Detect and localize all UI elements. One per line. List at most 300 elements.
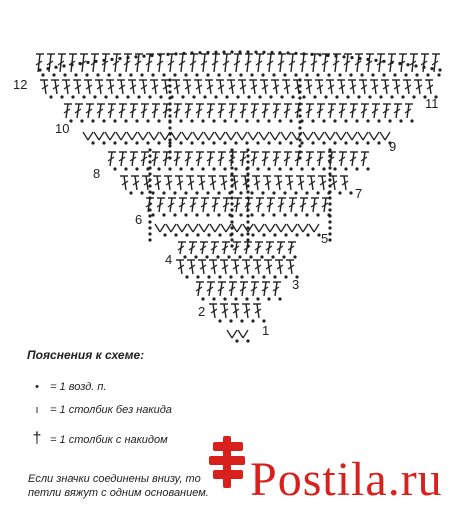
chain-stitch-164 [173, 191, 176, 194]
stitch-line-297 [275, 132, 280, 140]
chain-stitch-250 [102, 141, 105, 144]
chain-stitch-492 [184, 73, 187, 76]
chain-stitch-660 [254, 51, 257, 54]
chain-stitch-672 [350, 56, 353, 59]
chain-stitch-319 [355, 141, 358, 144]
chain-stitch-374 [311, 119, 314, 122]
chain-stitch-412 [148, 95, 151, 98]
chain-stitch-614 [168, 132, 171, 135]
chain-stitch-404 [104, 95, 107, 98]
double-crochet-70 [266, 242, 274, 254]
chain-stitch-514 [305, 73, 308, 76]
chain-stitch-366 [267, 119, 270, 122]
stitch-line-119 [314, 224, 319, 232]
chain-stitch-480 [118, 73, 121, 76]
chain-stitch-622 [298, 96, 301, 99]
chain-stitch-9 [229, 319, 232, 322]
chain-stitch-253 [113, 141, 116, 144]
double-crochet-345 [152, 104, 160, 118]
chain-stitch-232 [300, 167, 303, 170]
double-crochet-131 [201, 198, 209, 212]
chain-stitch-368 [278, 119, 281, 122]
chain-stitch-548 [148, 202, 151, 205]
double-crochet-22 [229, 282, 237, 296]
chain-stitch-386 [377, 119, 380, 122]
row-number-1: 1 [262, 323, 270, 338]
double-crochet-337 [108, 104, 116, 118]
chain-stitch-307 [311, 141, 314, 144]
chain-stitch-680 [414, 64, 417, 67]
chain-stitch-657 [230, 50, 233, 53]
double-crochet-135 [223, 198, 231, 212]
chain-stitch-640 [94, 60, 97, 63]
chain-stitch-295 [267, 141, 270, 144]
chain-stitch-595 [328, 184, 331, 187]
double-crochet-145 [278, 198, 286, 212]
double-crochet-391 [405, 104, 413, 118]
chain-stitch-436 [280, 95, 283, 98]
stitch-line-1 [232, 330, 237, 338]
double-crochet-407 [117, 80, 125, 94]
chain-stitch-81 [174, 233, 177, 236]
double-crochet-331 [75, 104, 83, 118]
chain-stitch-468 [52, 73, 55, 76]
row-number-12: 12 [13, 77, 28, 92]
double-crochet-487 [157, 54, 165, 72]
double-crochet-icon: † [32, 430, 42, 447]
double-crochet-18 [207, 282, 215, 296]
chain-stitch-597 [328, 196, 331, 199]
chain-stitch-682 [430, 67, 433, 70]
chain-stitch-57 [194, 255, 197, 258]
chain-stitch-566 [230, 214, 233, 217]
stitch-line-276 [198, 132, 203, 140]
stitch-line-293 [259, 132, 264, 140]
chain-stitch-444 [324, 95, 327, 98]
chain-stitch-602 [328, 226, 331, 229]
chain-stitch-679 [406, 63, 409, 66]
chain-stitch-422 [203, 95, 206, 98]
chain-stitch-49 [273, 275, 276, 278]
double-crochet-175 [230, 176, 238, 190]
stitch-line-302 [292, 132, 297, 140]
chain-stitch-613 [168, 126, 171, 129]
stitch-line-248 [94, 132, 99, 140]
double-crochet-48 [264, 260, 272, 274]
chain-stitch-594 [328, 178, 331, 181]
chain-stitch-478 [107, 73, 110, 76]
chain-stitch-620 [298, 84, 301, 87]
stitch-line-89 [204, 224, 209, 232]
double-crochet-339 [119, 104, 127, 118]
double-crochet-193 [329, 176, 337, 190]
stitch-line-104 [259, 224, 264, 232]
chain-stitch-456 [390, 95, 393, 98]
chain-stitch-539 [148, 148, 151, 151]
chain-stitch-618 [168, 156, 171, 159]
double-crochet-459 [403, 80, 411, 94]
chain-stitch-598 [328, 202, 331, 205]
chain-stitch-666 [302, 52, 305, 55]
chain-stitch-414 [159, 95, 162, 98]
chain-stitch-190 [316, 191, 319, 194]
chain-stitch-637 [70, 63, 73, 66]
chain-stitch-552 [148, 226, 151, 229]
double-crochet-421 [194, 80, 202, 94]
double-crochet-147 [289, 198, 297, 212]
stitch-line-95 [226, 224, 231, 232]
legend-title: Пояснения к схеме: [27, 348, 145, 362]
chain-stitch-234 [311, 167, 314, 170]
stitch-line-284 [226, 132, 231, 140]
double-crochet-30 [273, 282, 281, 296]
chain-stitch-454 [379, 95, 382, 98]
chain-stitch-603 [328, 232, 331, 235]
double-crochet-58 [200, 242, 208, 254]
chain-stitch-558 [230, 166, 233, 169]
stitch-line-260 [138, 132, 143, 140]
double-crochet-431 [249, 80, 257, 94]
chain-stitch-icon: • [35, 381, 39, 393]
chain-stitch-569 [230, 232, 233, 235]
chain-stitch-162 [162, 191, 165, 194]
chain-stitch-67 [249, 255, 252, 258]
chain-stitch-271 [179, 141, 182, 144]
double-crochet-201 [130, 152, 138, 166]
stitch-line-3 [238, 330, 243, 338]
chain-stitch-643 [118, 57, 121, 60]
chain-stitch-526 [371, 73, 374, 76]
stitch-line-79 [166, 224, 171, 232]
chain-stitch-346 [157, 119, 160, 122]
stitch-line-91 [210, 224, 215, 232]
chain-stitch-655 [214, 51, 217, 54]
chain-stitch-180 [261, 191, 264, 194]
chain-stitch-268 [168, 141, 171, 144]
chain-stitch-41 [229, 275, 232, 278]
chain-stitch-158 [140, 191, 143, 194]
chain-stitch-196 [349, 191, 352, 194]
stitch-line-82 [177, 224, 182, 232]
double-crochet-415 [161, 80, 169, 94]
chain-stitch-230 [289, 167, 292, 170]
chain-stitch-150 [305, 213, 308, 216]
stitch-line-290 [248, 132, 253, 140]
chain-stitch-674 [366, 58, 369, 61]
double-crochet-425 [216, 80, 224, 94]
chain-stitch-636 [62, 64, 65, 67]
chain-stitch-186 [294, 191, 297, 194]
double-crochet-373 [306, 104, 314, 118]
chain-stitch-619 [298, 78, 301, 81]
double-crochet-179 [252, 176, 260, 190]
chain-stitch-434 [269, 95, 272, 98]
double-crochet-171 [208, 176, 216, 190]
legend-item-chain [27, 381, 107, 393]
chain-stitch-382 [355, 119, 358, 122]
chain-stitch-356 [212, 119, 215, 122]
chain-stitch-426 [225, 95, 228, 98]
double-crochet-363 [251, 104, 259, 118]
double-crochet-44 [242, 260, 250, 274]
chain-stitch-124 [162, 213, 165, 216]
chain-stitch-402 [93, 95, 96, 98]
chain-stitch-13 [251, 319, 254, 322]
double-crochet-163 [164, 176, 172, 190]
double-crochet-349 [174, 104, 182, 118]
chain-stitch-114 [295, 233, 298, 236]
stitch-line-264 [154, 132, 159, 140]
chain-stitch-370 [289, 119, 292, 122]
chain-stitch-160 [151, 191, 154, 194]
chain-stitch-645 [134, 55, 137, 58]
chain-stitch-621 [298, 90, 301, 93]
chain-stitch-545 [148, 184, 151, 187]
chain-stitch-146 [283, 213, 286, 216]
double-crochet-129 [190, 198, 198, 212]
chain-stitch-486 [151, 73, 154, 76]
chain-stitch-474 [85, 73, 88, 76]
chain-stitch-460 [412, 95, 415, 98]
stitch-line-263 [149, 132, 154, 140]
chain-stitch-656 [222, 51, 225, 54]
double-crochet-74 [288, 242, 296, 254]
double-crochet-399 [73, 80, 81, 94]
double-crochet-533 [410, 54, 418, 72]
chain-stitch-274 [190, 141, 193, 144]
row-number-11: 11 [425, 96, 439, 111]
double-crochet-24 [240, 282, 248, 296]
chain-stitch-376 [322, 119, 325, 122]
chain-stitch-338 [113, 119, 116, 122]
double-crochet-515 [311, 54, 319, 72]
chain-stitch-47 [262, 275, 265, 278]
chain-stitch-600 [328, 214, 331, 217]
chain-stitch-681 [422, 66, 425, 69]
double-crochet-329 [64, 104, 72, 118]
stitch-line-288 [242, 132, 247, 140]
double-crochet-68 [255, 242, 263, 254]
chain-stitch-380 [344, 119, 347, 122]
chain-stitch-378 [333, 119, 336, 122]
chain-stitch-490 [173, 73, 176, 76]
double-crochet-381 [350, 104, 358, 118]
stitch-line-275 [193, 132, 198, 140]
chain-stitch-500 [228, 73, 231, 76]
double-crochet-523 [355, 54, 363, 72]
row-number-10: 10 [55, 121, 70, 136]
stitch-line-281 [215, 132, 220, 140]
stitch-line-324 [374, 132, 379, 140]
chain-stitch-638 [78, 62, 81, 65]
chain-stitch-538 [437, 73, 440, 76]
stitch-line-308 [314, 132, 319, 140]
chain-stitch-25 [245, 297, 248, 300]
chain-stitch-430 [247, 95, 250, 98]
chain-stitch-45 [251, 275, 254, 278]
note-line-1: Если значки соединены внизу, то [28, 473, 201, 485]
stitch-line-94 [221, 224, 226, 232]
chain-stitch-59 [205, 255, 208, 258]
chain-stitch-470 [63, 73, 66, 76]
chain-stitch-560 [230, 178, 233, 181]
double-crochet-513 [300, 54, 308, 72]
chain-stitch-342 [135, 119, 138, 122]
double-crochet-453 [370, 80, 378, 94]
chain-stitch-628 [298, 132, 301, 135]
double-crochet-429 [238, 80, 246, 94]
chain-stitch-182 [272, 191, 275, 194]
chain-stitch-583 [246, 214, 249, 217]
chain-stitch-609 [168, 102, 171, 105]
chain-stitch-90 [207, 233, 210, 236]
double-crochet-221 [240, 152, 248, 166]
stitch-line-317 [347, 132, 352, 140]
chain-stitch-51 [284, 275, 287, 278]
stitch-line-278 [204, 132, 209, 140]
chain-stitch-676 [382, 60, 385, 63]
chain-stitch-659 [246, 50, 249, 53]
chain-stitch-549 [148, 208, 151, 211]
double-crochet-217 [218, 152, 226, 166]
double-crochet-155 [120, 176, 128, 190]
stitch-line-296 [270, 132, 275, 140]
chain-stitch-612 [168, 120, 171, 123]
chain-stitch-390 [399, 119, 402, 122]
chain-stitch-442 [313, 95, 316, 98]
chain-stitch-573 [246, 154, 249, 157]
double-crochet-72 [277, 242, 285, 254]
chain-stitch-236 [322, 167, 325, 170]
chain-stitch-579 [246, 190, 249, 193]
chain-stitch-615 [168, 138, 171, 141]
double-crochet-437 [282, 80, 290, 94]
chain-stitch-623 [298, 102, 301, 105]
chain-stitch-128 [184, 213, 187, 216]
chain-stitch-568 [230, 226, 233, 229]
row-number-6: 6 [135, 212, 143, 227]
stitch-line-291 [253, 132, 258, 140]
chain-stitch-277 [201, 141, 204, 144]
chain-stitch-208 [168, 167, 171, 170]
double-crochet-185 [285, 176, 293, 190]
chain-stitch-400 [82, 95, 85, 98]
chain-stitch-130 [195, 213, 198, 216]
chain-stitch-43 [240, 275, 243, 278]
double-crochet-477 [102, 54, 110, 72]
double-crochet-199 [119, 152, 127, 166]
double-crochet-213 [196, 152, 204, 166]
double-crochet-471 [69, 54, 77, 72]
chain-stitch-438 [291, 95, 294, 98]
chain-stitch-259 [135, 141, 138, 144]
chain-stitch-587 [246, 238, 249, 241]
chain-stitch-11 [240, 319, 243, 322]
double-crochet-56 [189, 242, 197, 254]
double-crochet-501 [234, 54, 242, 72]
double-crochet-397 [62, 80, 70, 94]
chain-stitch-520 [338, 73, 341, 76]
chain-stitch-206 [157, 167, 160, 170]
chain-stitch-518 [327, 73, 330, 76]
chain-stitch-29 [267, 297, 270, 300]
chain-stitch-624 [298, 108, 301, 111]
chain-stitch-496 [206, 73, 209, 76]
chain-stitch-280 [212, 141, 215, 144]
double-crochet-499 [223, 54, 231, 72]
chain-stitch-506 [261, 73, 264, 76]
double-crochet-495 [201, 54, 209, 72]
chain-stitch-384 [366, 119, 369, 122]
chain-stitch-75 [293, 255, 296, 258]
chain-stitch-522 [349, 73, 352, 76]
double-crochet-12 [242, 304, 250, 318]
chain-stitch-605 [168, 78, 171, 81]
chain-stitch-458 [401, 95, 404, 98]
chain-stitch-571 [230, 244, 233, 247]
double-crochet-191 [318, 176, 326, 190]
double-crochet-143 [267, 198, 275, 212]
stitch-line-318 [352, 132, 357, 140]
chain-stitch-325 [377, 141, 380, 144]
note-line-2: петли вяжут с одним основанием. [28, 487, 209, 499]
double-crochet-141 [256, 198, 264, 212]
double-crochet-491 [179, 54, 187, 72]
chain-stitch-662 [270, 51, 273, 54]
chain-stitch-482 [129, 73, 132, 76]
stitch-line-76 [155, 224, 160, 232]
chain-stitch-559 [230, 172, 233, 175]
chain-stitch-604 [328, 238, 331, 241]
chain-stitch-122 [151, 213, 154, 216]
stitch-line-258 [132, 132, 137, 140]
double-crochet-409 [128, 80, 136, 94]
double-crochet-40 [220, 260, 228, 274]
stitch-line-311 [325, 132, 330, 140]
chain-stitch-316 [344, 141, 347, 144]
chain-stitch-283 [223, 141, 226, 144]
chain-stitch-544 [148, 178, 151, 181]
chain-stitch-556 [230, 154, 233, 157]
double-crochet-173 [219, 176, 227, 190]
chain-stitch-648 [158, 53, 161, 56]
chain-stitch-512 [294, 73, 297, 76]
chain-stitch-292 [256, 141, 259, 144]
double-crochet-34 [187, 260, 195, 274]
chain-stitch-651 [182, 52, 185, 55]
chain-stitch-5 [246, 339, 249, 342]
double-crochet-497 [212, 54, 220, 72]
double-crochet-387 [383, 104, 391, 118]
double-crochet-435 [271, 80, 279, 94]
chain-stitch-61 [216, 255, 219, 258]
chain-stitch-547 [148, 196, 151, 199]
chain-stitch-647 [150, 54, 153, 57]
double-crochet-343 [141, 104, 149, 118]
chain-stitch-212 [190, 167, 193, 170]
chain-stitch-494 [195, 73, 198, 76]
chain-stitch-362 [245, 119, 248, 122]
chain-stitch-93 [218, 233, 221, 236]
chain-stitch-138 [239, 213, 242, 216]
chain-stitch-532 [404, 73, 407, 76]
chain-stitch-488 [162, 73, 165, 76]
chain-stitch-561 [230, 184, 233, 187]
chain-stitch-630 [298, 144, 301, 147]
chain-stitch-617 [168, 150, 171, 153]
chain-stitch-596 [328, 190, 331, 193]
chain-stitch-586 [246, 232, 249, 235]
